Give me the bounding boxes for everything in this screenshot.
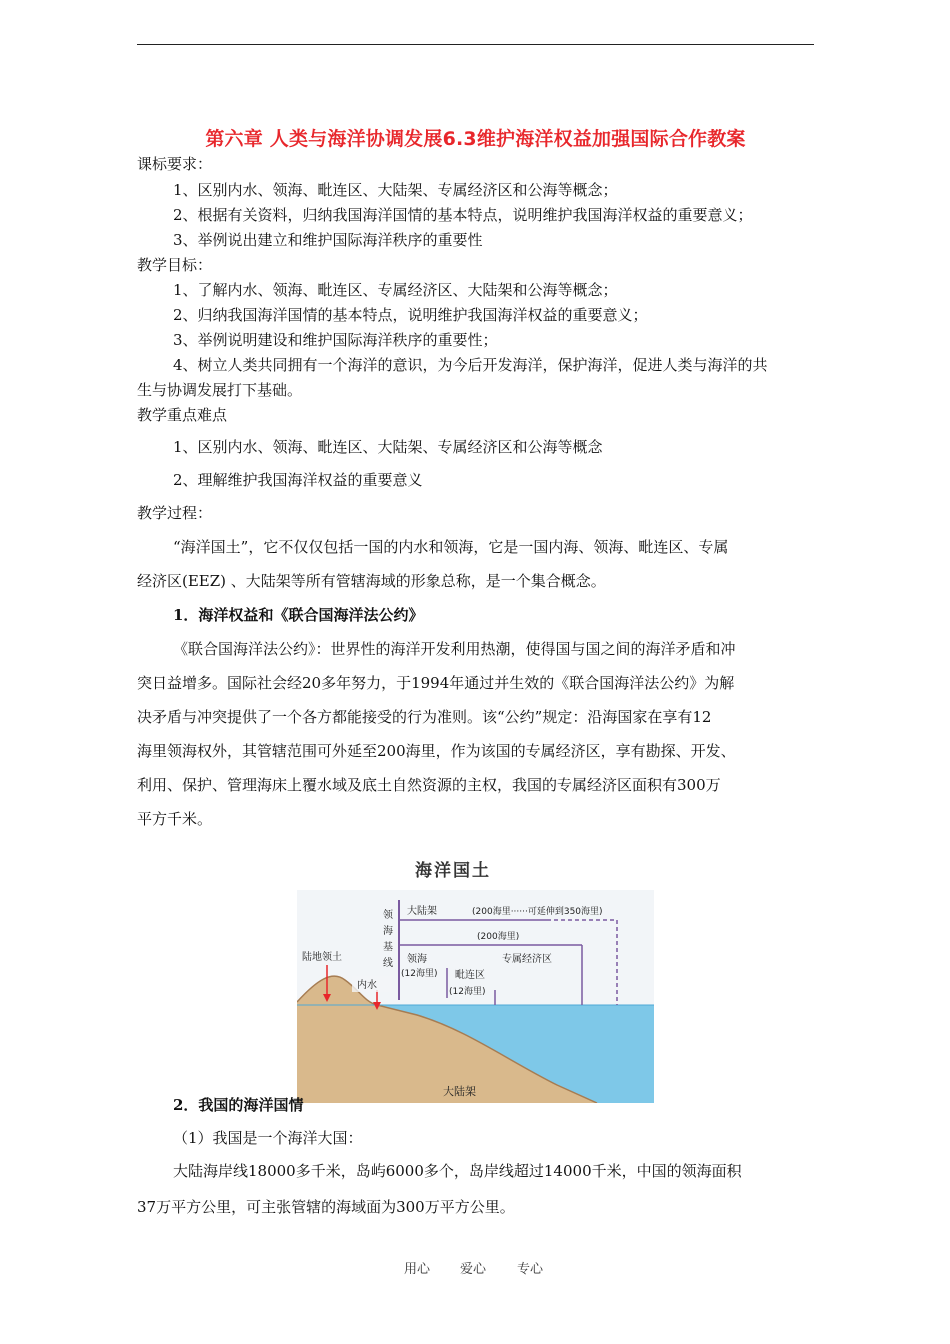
label-baseline-2: 海 [383, 926, 393, 937]
label-shelf-range: (200海里······可延伸到350海里) [472, 907, 603, 917]
goal-item: 1、了解内水、领海、毗连区、专属经济区、大陆架和公海等概念； [173, 281, 618, 299]
label-internal-waters: 内水 [357, 980, 377, 991]
section2-line: 大陆海岸线18000多千米，岛屿6000多个，岛岸线超过14000千米，中国的领海面积 [173, 1162, 742, 1180]
footer-text: 爱心 [460, 1262, 487, 1277]
footer-text: 专心 [517, 1262, 544, 1277]
label-baseline-1: 领 [383, 910, 393, 921]
goal-item: 3、举例说明建设和维护国际海洋秩序的重要性； [173, 331, 498, 349]
intro-line: 经济区(EEZ) 、大陆架等所有管辖海域的形象总称，是一个集合概念。 [137, 572, 606, 590]
key-item: 2、理解维护我国海洋权益的重要意义 [173, 471, 423, 489]
label-contiguous-zone: 毗连区 [455, 970, 485, 981]
goal-item: 4、树立人类共同拥有一个海洋的意识，为今后开发海洋，保护海洋，促进人类与海洋的共 [173, 356, 768, 374]
section1-heading: 1．海洋权益和《联合国海洋法公约》 [173, 606, 424, 624]
label-eez: 专属经济区 [502, 954, 552, 965]
diagram-title: 海洋国土 [415, 861, 491, 881]
section1-line: 利用、保护、管理海床上覆水域及底土自然资源的主权，我国的专属经济区面积有300万 [137, 776, 721, 794]
curriculum-item: 1、区别内水、领海、毗连区、大陆架、专属经济区和公海等概念； [173, 181, 618, 199]
label-shelf-top: 大陆架 [407, 906, 437, 917]
section2-sub: （1）我国是一个海洋大国： [173, 1129, 363, 1147]
label-eez-range: (200海里) [477, 932, 520, 942]
header-rule [137, 44, 814, 45]
process-heading: 教学过程： [137, 504, 213, 522]
label-ts-range: (12海里) [401, 969, 438, 979]
goals-heading: 教学目标： [137, 256, 213, 274]
section2-line: 37万平方公里，可主张管辖的海域面为300万平方公里。 [137, 1198, 515, 1216]
key-heading: 教学重点难点 [137, 406, 228, 424]
page-title: 第六章 人类与海洋协调发展6.3维护海洋权益加强国际合作教案 [205, 128, 746, 150]
section1-line: 决矛盾与冲突提供了一个各方都能接受的行为准则。该“公约”规定：沿海国家在享有12 [137, 708, 712, 726]
label-shelf-bottom: 大陆架 [443, 1085, 476, 1098]
section1-line: 平方千米。 [137, 810, 213, 828]
key-item: 1、区别内水、领海、毗连区、大陆架、专属经济区和公海等概念 [173, 438, 603, 456]
section2-heading: 2．我国的海洋国情 [173, 1096, 304, 1114]
section1-line: 《联合国海洋法公约》：世界性的海洋开发利用热潮，使得国与国之间的海洋矛盾和冲 [173, 640, 736, 658]
footer-text: 用心 [404, 1262, 431, 1277]
curriculum-item: 3、举例说出建立和维护国际海洋秩序的重要性 [173, 231, 483, 249]
label-baseline-4: 线 [383, 958, 393, 969]
label-baseline-3: 基 [383, 942, 393, 953]
label-land: 陆地领土 [302, 952, 342, 963]
label-territorial-sea: 领海 [407, 954, 427, 965]
curriculum-item: 2、根据有关资料，归纳我国海洋国情的基本特点，说明维护我国海洋权益的重要意义； [173, 206, 753, 224]
label-cz-range: (12海里) [449, 987, 486, 997]
intro-line: “海洋国土”，它不仅仅包括一国的内水和领海，它是一国内海、领海、毗连区、专属 [173, 538, 729, 556]
goal-item: 2、归纳我国海洋国情的基本特点，说明维护我国海洋权益的重要意义； [173, 306, 648, 324]
section1-line: 突日益增多。国际社会经20多年努力，于1994年通过并生效的《联合国海洋法公约》为解 [137, 674, 735, 692]
ocean-territory-diagram [297, 890, 654, 1103]
goal-item-continued: 生与协调发展打下基础。 [137, 381, 303, 399]
curriculum-heading: 课标要求： [137, 155, 213, 173]
section1-line: 海里领海权外，其管辖范围可外延至200海里，作为该国的专属经济区，享有勘探、开发、 [137, 742, 736, 760]
